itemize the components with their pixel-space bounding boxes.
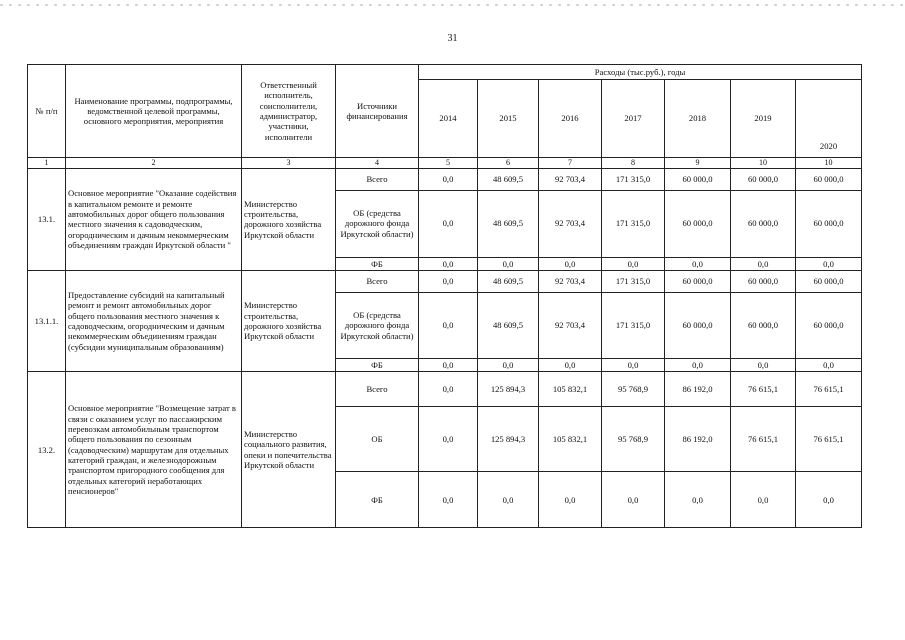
amount-cell: 76 615,1 [731, 372, 796, 407]
amount-cell: 48 609,5 [478, 292, 539, 358]
index-cell: 10 [731, 158, 796, 169]
amount-cell: 0,0 [478, 472, 539, 528]
amount-cell: 60 000,0 [731, 190, 796, 257]
amount-cell: 0,0 [731, 358, 796, 371]
amount-cell: 95 768,9 [602, 407, 665, 472]
amount-cell: 171 315,0 [602, 168, 665, 190]
amount-cell: 60 000,0 [796, 270, 862, 292]
index-cell: 5 [419, 158, 478, 169]
amount-cell: 0,0 [731, 472, 796, 528]
index-cell: 1 [28, 158, 66, 169]
index-cell: 2 [66, 158, 242, 169]
header-year: 2015 [478, 80, 539, 158]
amount-cell: 95 768,9 [602, 372, 665, 407]
item-name: Основное мероприятие "Оказание содействия в капитальном ремонте и ремонте автомобильных дорог общего пользования местного значения к садоводческим, огородническим и дачным некоммерческим объединениям граждан Иркутской области " [66, 168, 242, 270]
amount-cell: 60 000,0 [796, 190, 862, 257]
index-cell: 6 [478, 158, 539, 169]
amount-cell: 0,0 [602, 358, 665, 371]
amount-cell: 0,0 [796, 358, 862, 371]
amount-cell: 0,0 [539, 358, 602, 371]
amount-cell: 0,0 [419, 292, 478, 358]
amount-cell: 60 000,0 [796, 292, 862, 358]
funding-source: ФБ [336, 358, 419, 371]
amount-cell: 76 615,1 [731, 407, 796, 472]
amount-cell: 0,0 [731, 257, 796, 270]
header-year: 2016 [539, 80, 602, 158]
index-row [28, 158, 862, 169]
amount-cell: 60 000,0 [665, 190, 731, 257]
item-name: Основное мероприятие "Возмещение затрат в связи с оказанием услуг по пассажирским перевозкам автомобильным транспортом общего пользования по сезонным (садоводческим) маршрутам для отдельных категорий граждан, и железнодорожным транспортом пригородного сообщения для отдельных категорий неработающих пенсионеров" [66, 372, 242, 528]
header-expenses: Расходы (тыс.руб.), годы [419, 65, 862, 80]
table-row [28, 372, 862, 407]
amount-cell: 0,0 [665, 257, 731, 270]
amount-cell: 60 000,0 [665, 270, 731, 292]
amount-cell: 0,0 [419, 270, 478, 292]
table-row [28, 270, 862, 292]
funding-source: Всего [336, 168, 419, 190]
header-source: Источники финансирования [336, 65, 419, 158]
amount-cell: 86 192,0 [665, 407, 731, 472]
amount-cell: 171 315,0 [602, 190, 665, 257]
index-cell: 8 [602, 158, 665, 169]
amount-cell: 0,0 [419, 407, 478, 472]
item-number: 13.2. [28, 372, 66, 528]
page-number: 31 [447, 33, 458, 44]
item-number: 13.1.1. [28, 270, 66, 371]
budget-table [27, 64, 862, 528]
scan-artifact [0, 4, 905, 6]
item-name: Предоставление субсидий на капитальный ремонт и ремонт автомобильных дорог общего пользования местного значения к садоводческим, огородническим и дачным некоммерческим объединениям граждан (субсидии муниципальным образованиям) [66, 270, 242, 371]
amount-cell: 0,0 [602, 472, 665, 528]
amount-cell: 0,0 [419, 372, 478, 407]
funding-source: ОБ [336, 407, 419, 472]
header-year: 2017 [602, 80, 665, 158]
funding-source: ФБ [336, 257, 419, 270]
amount-cell: 0,0 [419, 168, 478, 190]
amount-cell: 125 894,3 [478, 372, 539, 407]
amount-cell: 76 615,1 [796, 372, 862, 407]
amount-cell: 171 315,0 [602, 292, 665, 358]
amount-cell: 92 703,4 [539, 168, 602, 190]
amount-cell: 48 609,5 [478, 270, 539, 292]
funding-source: Всего [336, 270, 419, 292]
amount-cell: 92 703,4 [539, 190, 602, 257]
amount-cell: 171 315,0 [602, 270, 665, 292]
item-responsible: Министерство строительства, дорожного хозяйства Иркутской области [242, 168, 336, 270]
index-cell: 10 [796, 158, 862, 169]
amount-cell: 125 894,3 [478, 407, 539, 472]
amount-cell: 0,0 [796, 472, 862, 528]
amount-cell: 0,0 [419, 257, 478, 270]
amount-cell: 0,0 [478, 358, 539, 371]
amount-cell: 60 000,0 [796, 168, 862, 190]
amount-cell: 60 000,0 [731, 270, 796, 292]
header-year: 2014 [419, 80, 478, 158]
index-cell: 3 [242, 158, 336, 169]
item-responsible: Министерство социального развития, опеки и попечительства Иркутской области [242, 372, 336, 528]
amount-cell: 0,0 [665, 358, 731, 371]
amount-cell: 60 000,0 [665, 168, 731, 190]
amount-cell: 60 000,0 [731, 168, 796, 190]
funding-source: ОБ (средства дорожного фонда Иркутской области) [336, 292, 419, 358]
amount-cell: 0,0 [539, 472, 602, 528]
amount-cell: 92 703,4 [539, 270, 602, 292]
amount-cell: 0,0 [419, 190, 478, 257]
funding-source: Всего [336, 372, 419, 407]
amount-cell: 0,0 [478, 257, 539, 270]
header-name: Наименование программы, подпрограммы, ведомственной целевой программы, основного мероприятия, мероприятия [66, 65, 242, 158]
amount-cell: 86 192,0 [665, 372, 731, 407]
amount-cell: 92 703,4 [539, 292, 602, 358]
header-year: 2018 [665, 80, 731, 158]
table-row [28, 168, 862, 190]
amount-cell: 0,0 [539, 257, 602, 270]
funding-source: ФБ [336, 472, 419, 528]
item-number: 13.1. [28, 168, 66, 270]
header-num: № п/п [28, 65, 66, 158]
amount-cell: 105 832,1 [539, 407, 602, 472]
amount-cell: 0,0 [796, 257, 862, 270]
amount-cell: 0,0 [419, 358, 478, 371]
amount-cell: 60 000,0 [665, 292, 731, 358]
item-responsible: Министерство строительства, дорожного хозяйства Иркутской области [242, 270, 336, 371]
amount-cell: 60 000,0 [731, 292, 796, 358]
index-cell: 4 [336, 158, 419, 169]
funding-source: ОБ (средства дорожного фонда Иркутской области) [336, 190, 419, 257]
amount-cell: 0,0 [665, 472, 731, 528]
amount-cell: 48 609,5 [478, 168, 539, 190]
header-responsible: Ответственный исполнитель, соисполнители, администратор, участники, исполнители [242, 65, 336, 158]
amount-cell: 0,0 [419, 472, 478, 528]
amount-cell: 76 615,1 [796, 407, 862, 472]
index-cell: 7 [539, 158, 602, 169]
amount-cell: 105 832,1 [539, 372, 602, 407]
header-year: 2019 [731, 80, 796, 158]
amount-cell: 0,0 [602, 257, 665, 270]
amount-cell: 48 609,5 [478, 190, 539, 257]
index-cell: 9 [665, 158, 731, 169]
header-year: 2020 [796, 80, 862, 158]
